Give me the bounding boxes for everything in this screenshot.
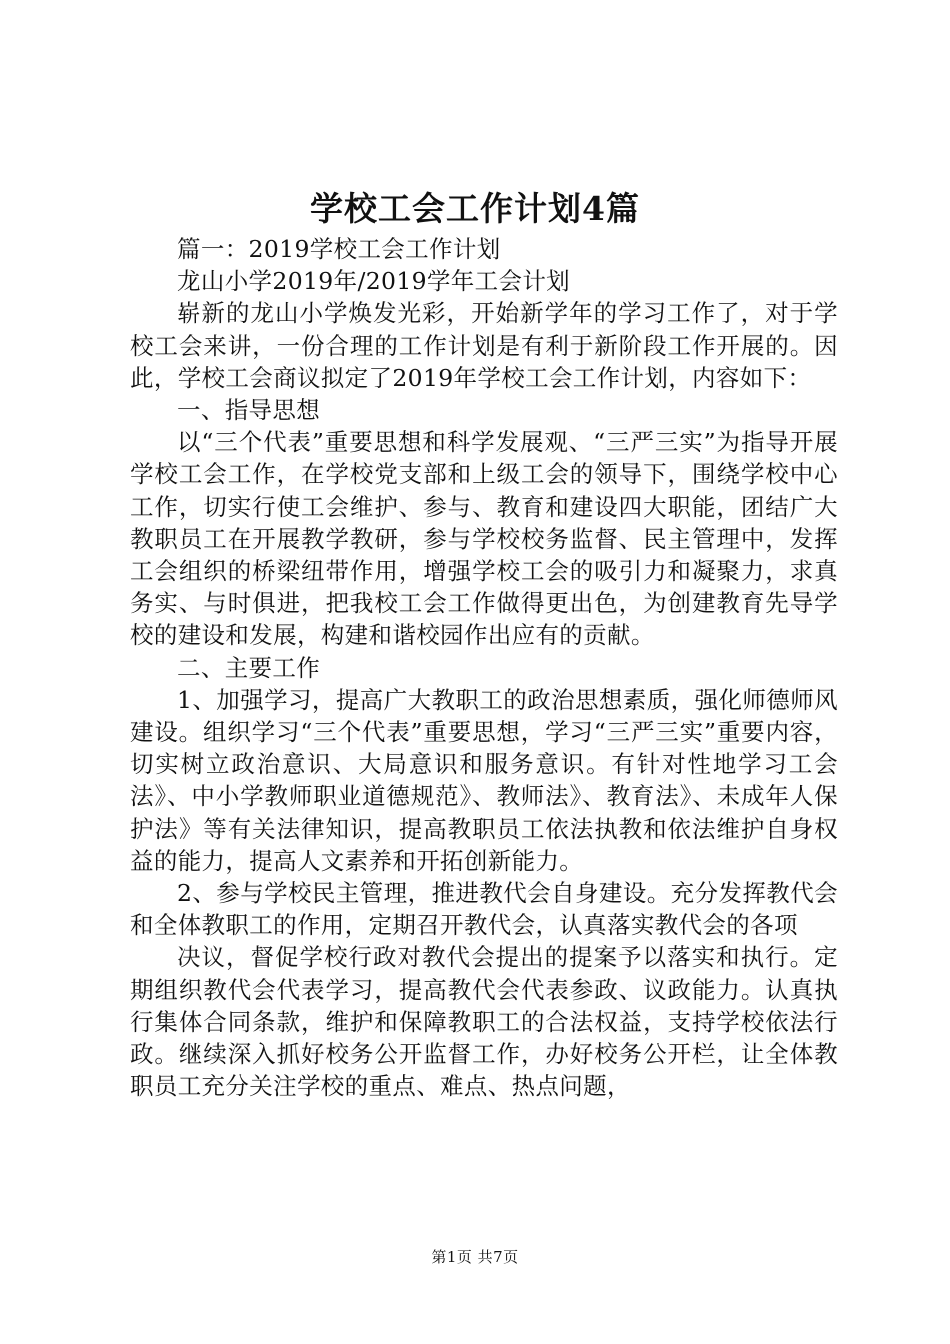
- paragraph-plan-name: 龙山小学2019年/2019学年工会计划: [177, 267, 571, 296]
- paragraph-work-item-2-continued: 决议，督促学校行政对教代会提出的提案予以落实和执行。定期组织教代会代表学习，提高教代会代表参政、议政能力。认真执行集体合同条款，维护和保障教职工的合法权益，支持学校依法行政。继续深入抓好校务公开监督工作，办好校务公开栏，让全体教职员工充分关注学校的重点、难点、热点问题，: [130, 943, 838, 1101]
- paragraph-guiding-thought: 以“三个代表”重要思想和科学发展观、“三严三实”为指导开展学校工会工作，在学校党支部和上级工会的领导下，围绕学校中心工作，切实行使工会维护、参与、教育和建设四大职能，团结广大教职员工在开展教学教研，参与学校校务监督、民主管理中，发挥工会组织的桥梁纽带作用，增强学校工会的吸引力和凝聚力，求真务实、与时俱进，把我校工会工作做得更出色，为创建教育先导学校的建设和发展，构建和谐校园作出应有的贡献。: [130, 428, 838, 650]
- paragraph-work-item-1: 1、加强学习，提高广大教职工的政治思想素质，强化师德师风建设。组织学习“三个代表”重要思想，学习“三严三实”重要内容，切实树立政治意识、大局意识和服务意识。有针对性地学习工会法》、中小学教师职业道德规范》、教师法》、教育法》、未成年人保护法》等有关法律知识，提高教职员工依法执教和依法维护自身权益的能力，提高人文素养和开拓创新能力。: [130, 685, 838, 875]
- page-footer: 第1页 共7页: [431, 1248, 519, 1266]
- paragraph-work-item-2: 2、参与学校民主管理，推进教代会自身建设。充分发挥教代会和全体教职工的作用，定期召开教代会，认真落实教代会的各项: [130, 879, 838, 940]
- heading-main-work: 二、主要工作: [177, 653, 321, 682]
- document-body: [130, 233, 838, 1102]
- heading-guiding-thought: 一、指导思想: [177, 396, 321, 425]
- paragraph-intro: 崭新的龙山小学焕发光彩，开始新学年的学习工作了，对于学校工会来讲，一份合理的工作计划是有利于新阶段工作开展的。因此，学校工会商议拟定了2019年学校工会工作计划，内容如下：: [130, 299, 838, 392]
- document-title: 学校工会工作计划4篇: [310, 189, 640, 228]
- paragraph-section-heading: 篇一：2019学校工会工作计划: [177, 235, 501, 263]
